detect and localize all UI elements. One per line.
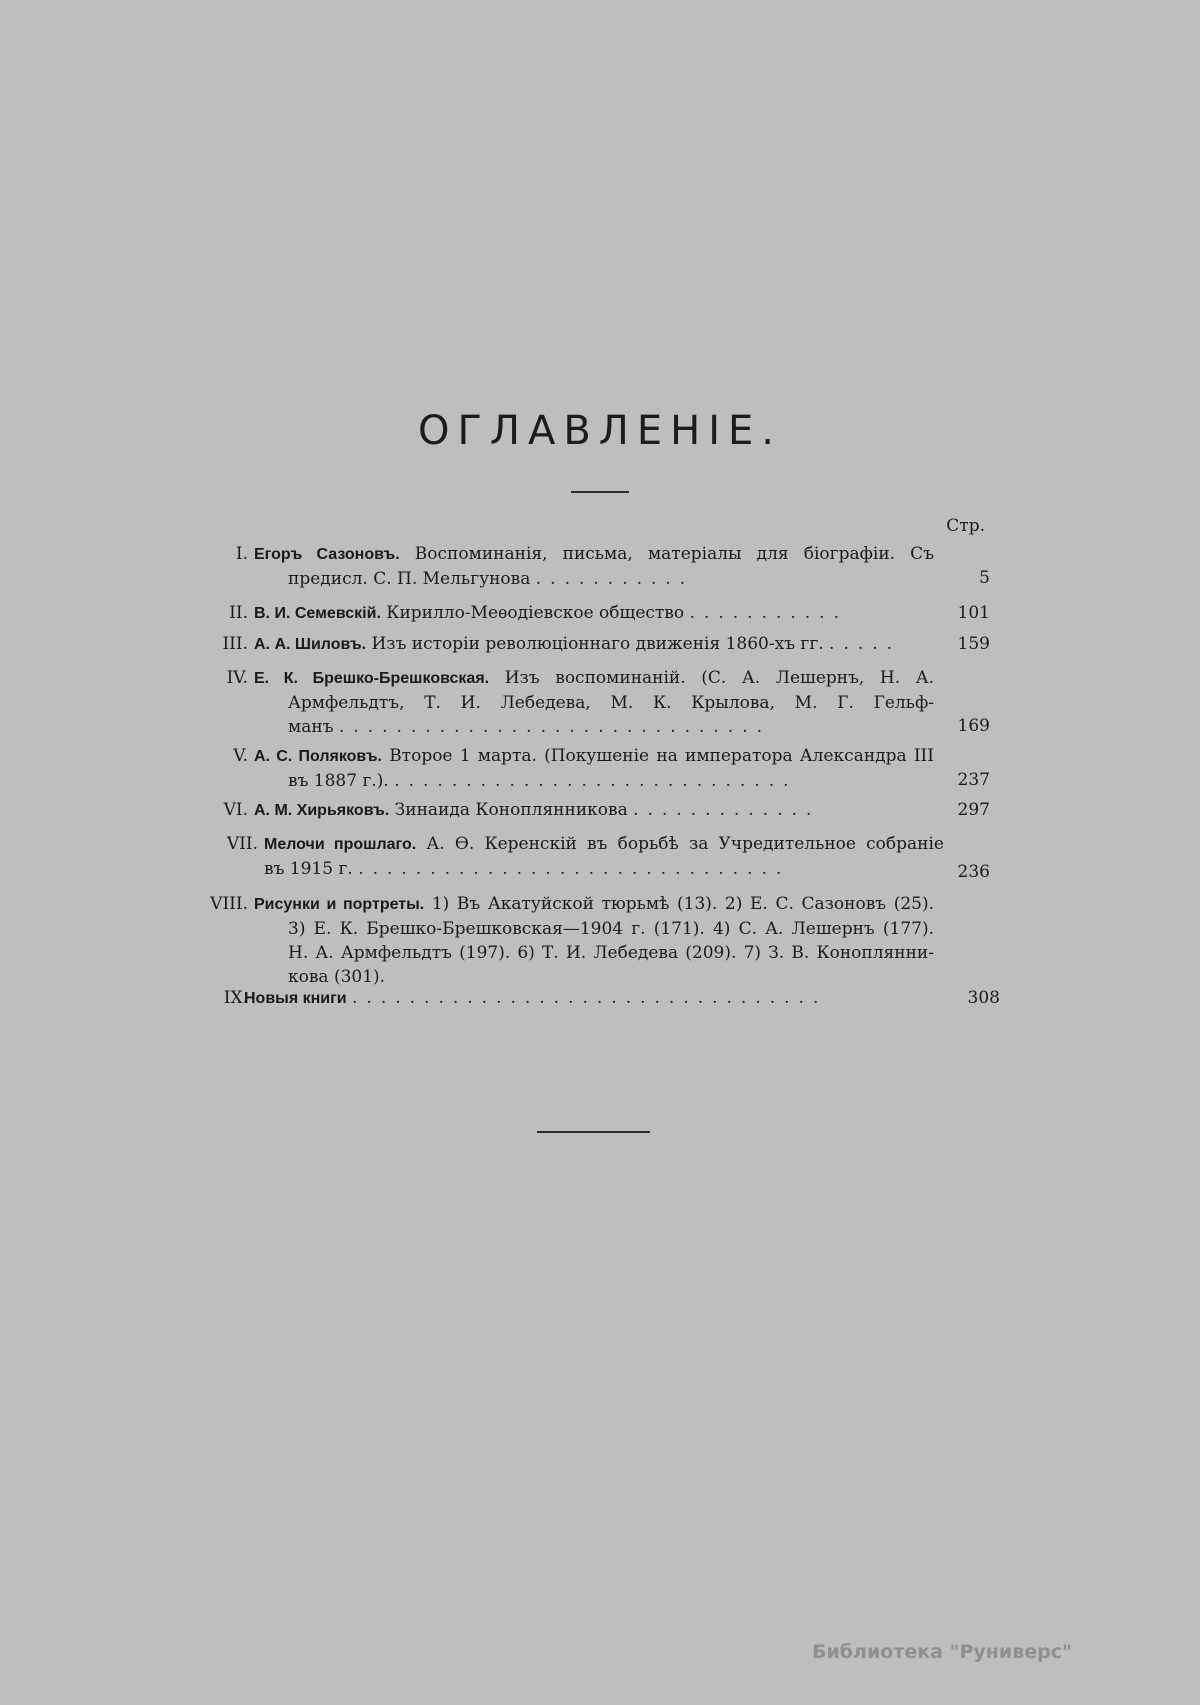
entry-author: Егоръ Сазоновъ.: [254, 546, 400, 563]
entry-page-number: 236: [957, 862, 990, 882]
library-watermark: Библиотека "Руниверс": [812, 1641, 1072, 1663]
entry-author: Рисунки и портреты.: [254, 896, 425, 913]
entry-page-number: 169: [957, 716, 990, 736]
entry-author: А. А. Шиловъ.: [254, 636, 367, 653]
entry-text: [254, 798, 934, 823]
entry-title-line: Зинаида Коноплянникова: [394, 800, 628, 820]
entry-author: Новыя книги: [244, 990, 347, 1007]
entry-number: VIII.: [210, 894, 248, 914]
entry-title-line: манъ: [288, 717, 334, 737]
entry-author: Мелочи прошлаго.: [264, 836, 417, 853]
entry-text: [254, 632, 934, 657]
entry-text: [254, 892, 934, 989]
leader-dots: .............: [633, 800, 821, 820]
leader-dots: ............................: [394, 771, 798, 791]
entry-text: [244, 986, 924, 1011]
entry-title-line: А. Ѳ. Керенскій въ борьбѣ за Учредительное собраніе: [426, 834, 944, 854]
page-title: ОГЛАВЛЕНІЕ.: [418, 408, 782, 454]
entry-title-line: 3) Е. К. Брешко-Брешковская—1904 г. (171). 4) С. А. Лешернъ (177).: [288, 919, 934, 939]
entry-number: II.: [229, 603, 248, 623]
entry-title-line: Армфельдтъ, Т. И. Лебедева, М. К. Крылова, М. Г. Гельф-: [288, 693, 934, 713]
entry-number: VI.: [223, 800, 248, 820]
entry-text: [254, 666, 934, 739]
leader-dots: ..............................: [358, 859, 791, 879]
entry-page-number: 308: [967, 988, 1000, 1008]
entry-title-line: въ 1887 г.).: [288, 771, 389, 791]
entry-title-line: предисл. С. П. Мельгунова: [288, 569, 531, 589]
closing-rule: [537, 1131, 650, 1133]
entry-title-line: въ 1915 г.: [264, 859, 353, 879]
entry-page-number: 297: [957, 800, 990, 820]
entry-title-line: 1) Въ Акатуйской тюрьмѣ (13). 2) Е. С. Сазоновъ (25).: [431, 894, 934, 914]
entry-number: I.: [235, 544, 248, 564]
entry-number: IV.: [226, 668, 248, 688]
page-column-header: Стр.: [946, 516, 985, 536]
title-underline: [571, 491, 629, 493]
entry-author: В. И. Семевскій.: [254, 605, 381, 622]
leader-dots: .................................: [352, 988, 828, 1008]
leader-dots: ...........: [535, 569, 695, 589]
entry-title-line: Н. А. Армфельдтъ (197). 6) Т. И. Лебедева (209). 7) З. В. Коноплянни-: [288, 943, 934, 963]
entry-number: V.: [233, 746, 248, 766]
entry-title-line: Воспоминанія, письма, матеріалы для біографіи. Съ: [414, 544, 934, 564]
entry-number: VII.: [226, 834, 258, 854]
entry-text: [254, 744, 934, 793]
entry-number: III.: [222, 634, 248, 654]
entry-title-line: Кирилло-Меѳодіевское общество: [386, 603, 685, 623]
entry-author: А. С. Поляковъ.: [254, 748, 382, 765]
entry-title-line: кова (301).: [288, 967, 386, 987]
entry-title-line: Изъ исторіи революціоннаго движенія 1860-хъ гг.: [371, 634, 824, 654]
leader-dots: ...........: [689, 603, 848, 623]
entry-page-number: 237: [957, 770, 990, 790]
entry-title-line: Второе 1 марта. (Покушеніе на императора Александра III: [389, 746, 934, 766]
leader-dots: ..............................: [338, 717, 772, 737]
entry-page-number: 101: [957, 603, 990, 623]
entry-text: [254, 542, 934, 591]
entry-page-number: 159: [957, 634, 990, 654]
entry-text: [254, 601, 934, 626]
entry-page-number: 5: [979, 568, 990, 588]
entry-number: IX.: [223, 988, 248, 1008]
entry-author: Е. К. Брешко-Брешковская.: [254, 670, 490, 687]
leader-dots: .....: [829, 634, 902, 654]
entry-text: [264, 832, 944, 881]
entry-title-line: Изъ воспоминаній. (С. А. Лешернъ, Н. А.: [504, 668, 934, 688]
entry-author: А. М. Хирьяковъ.: [254, 802, 390, 819]
